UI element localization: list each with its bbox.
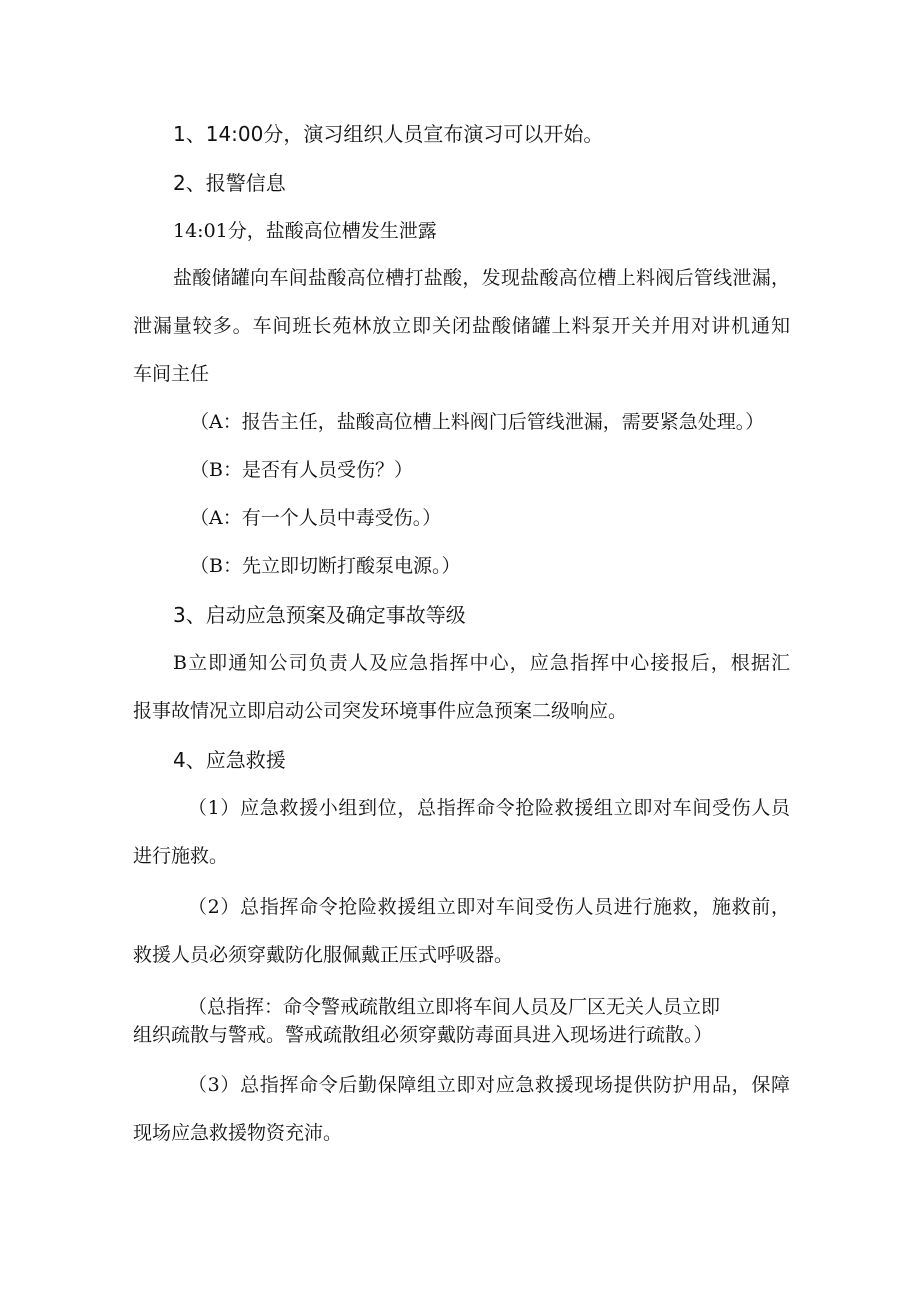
paragraph-line: 现场应急救援物资充沛。 [133,1122,343,1144]
paragraph-line: B立即通知公司负责人及应急指挥中心，应急指挥中心接报后，根据汇 [173,652,790,674]
dialog-line: （A：有一个人员中毒受伤。） [190,507,442,529]
section-2-heading: 2、报警信息 [173,171,286,195]
section-1-heading: 1、14:00分，演习组织人员宣布演习可以开始。 [173,122,604,146]
command-line: （总指挥：命令警戒疏散组立即将车间人员及厂区无关人员立即 [188,996,721,1018]
command-line: 组织疏散与警戒。警戒疏散组必须穿戴防毒面具进入现场进行疏散。） [133,1024,713,1046]
section-3-heading: 3、启动应急预案及确定事故等级 [173,603,466,627]
paragraph-line: 泄漏量较多。车间班长苑林放立即关闭盐酸储罐上料泵开关并用对讲机通知 [133,315,790,337]
paragraph-line: （3）总指挥命令后勤保障组立即对应急救援现场提供防护用品，保障 [188,1074,790,1096]
dialog-line: （B：先立即切断打酸泵电源。） [190,555,461,577]
paragraph-line: （2）总指挥命令抢险救援组立即对车间受伤人员进行施救，施救前， [188,896,790,918]
section-4-heading: 4、应急救援 [173,748,286,772]
paragraph-line: 进行施救。 [133,845,229,867]
paragraph-line: （1）应急救援小组到位，总指挥命令抢险救援组立即对车间受伤人员 [188,797,790,819]
paragraph-line: 车间主任 [133,363,210,385]
alarm-time-line: 14:01分，盐酸高位槽发生泄露 [173,220,437,242]
paragraph-line: 救援人员必须穿戴防化服佩戴正压式呼吸器。 [133,944,514,966]
paragraph-line: 盐酸储罐向车间盐酸高位槽打盐酸，发现盐酸高位槽上料阀后管线泄漏， [173,267,790,289]
dialog-line: （A：报告主任，盐酸高位槽上料阀门后管线泄漏，需要紧急处理。） [190,411,765,433]
paragraph-line: 报事故情况立即启动公司突发环境事件应急预案二级响应。 [133,700,628,722]
dialog-line: （B：是否有人员受伤？） [190,459,413,481]
